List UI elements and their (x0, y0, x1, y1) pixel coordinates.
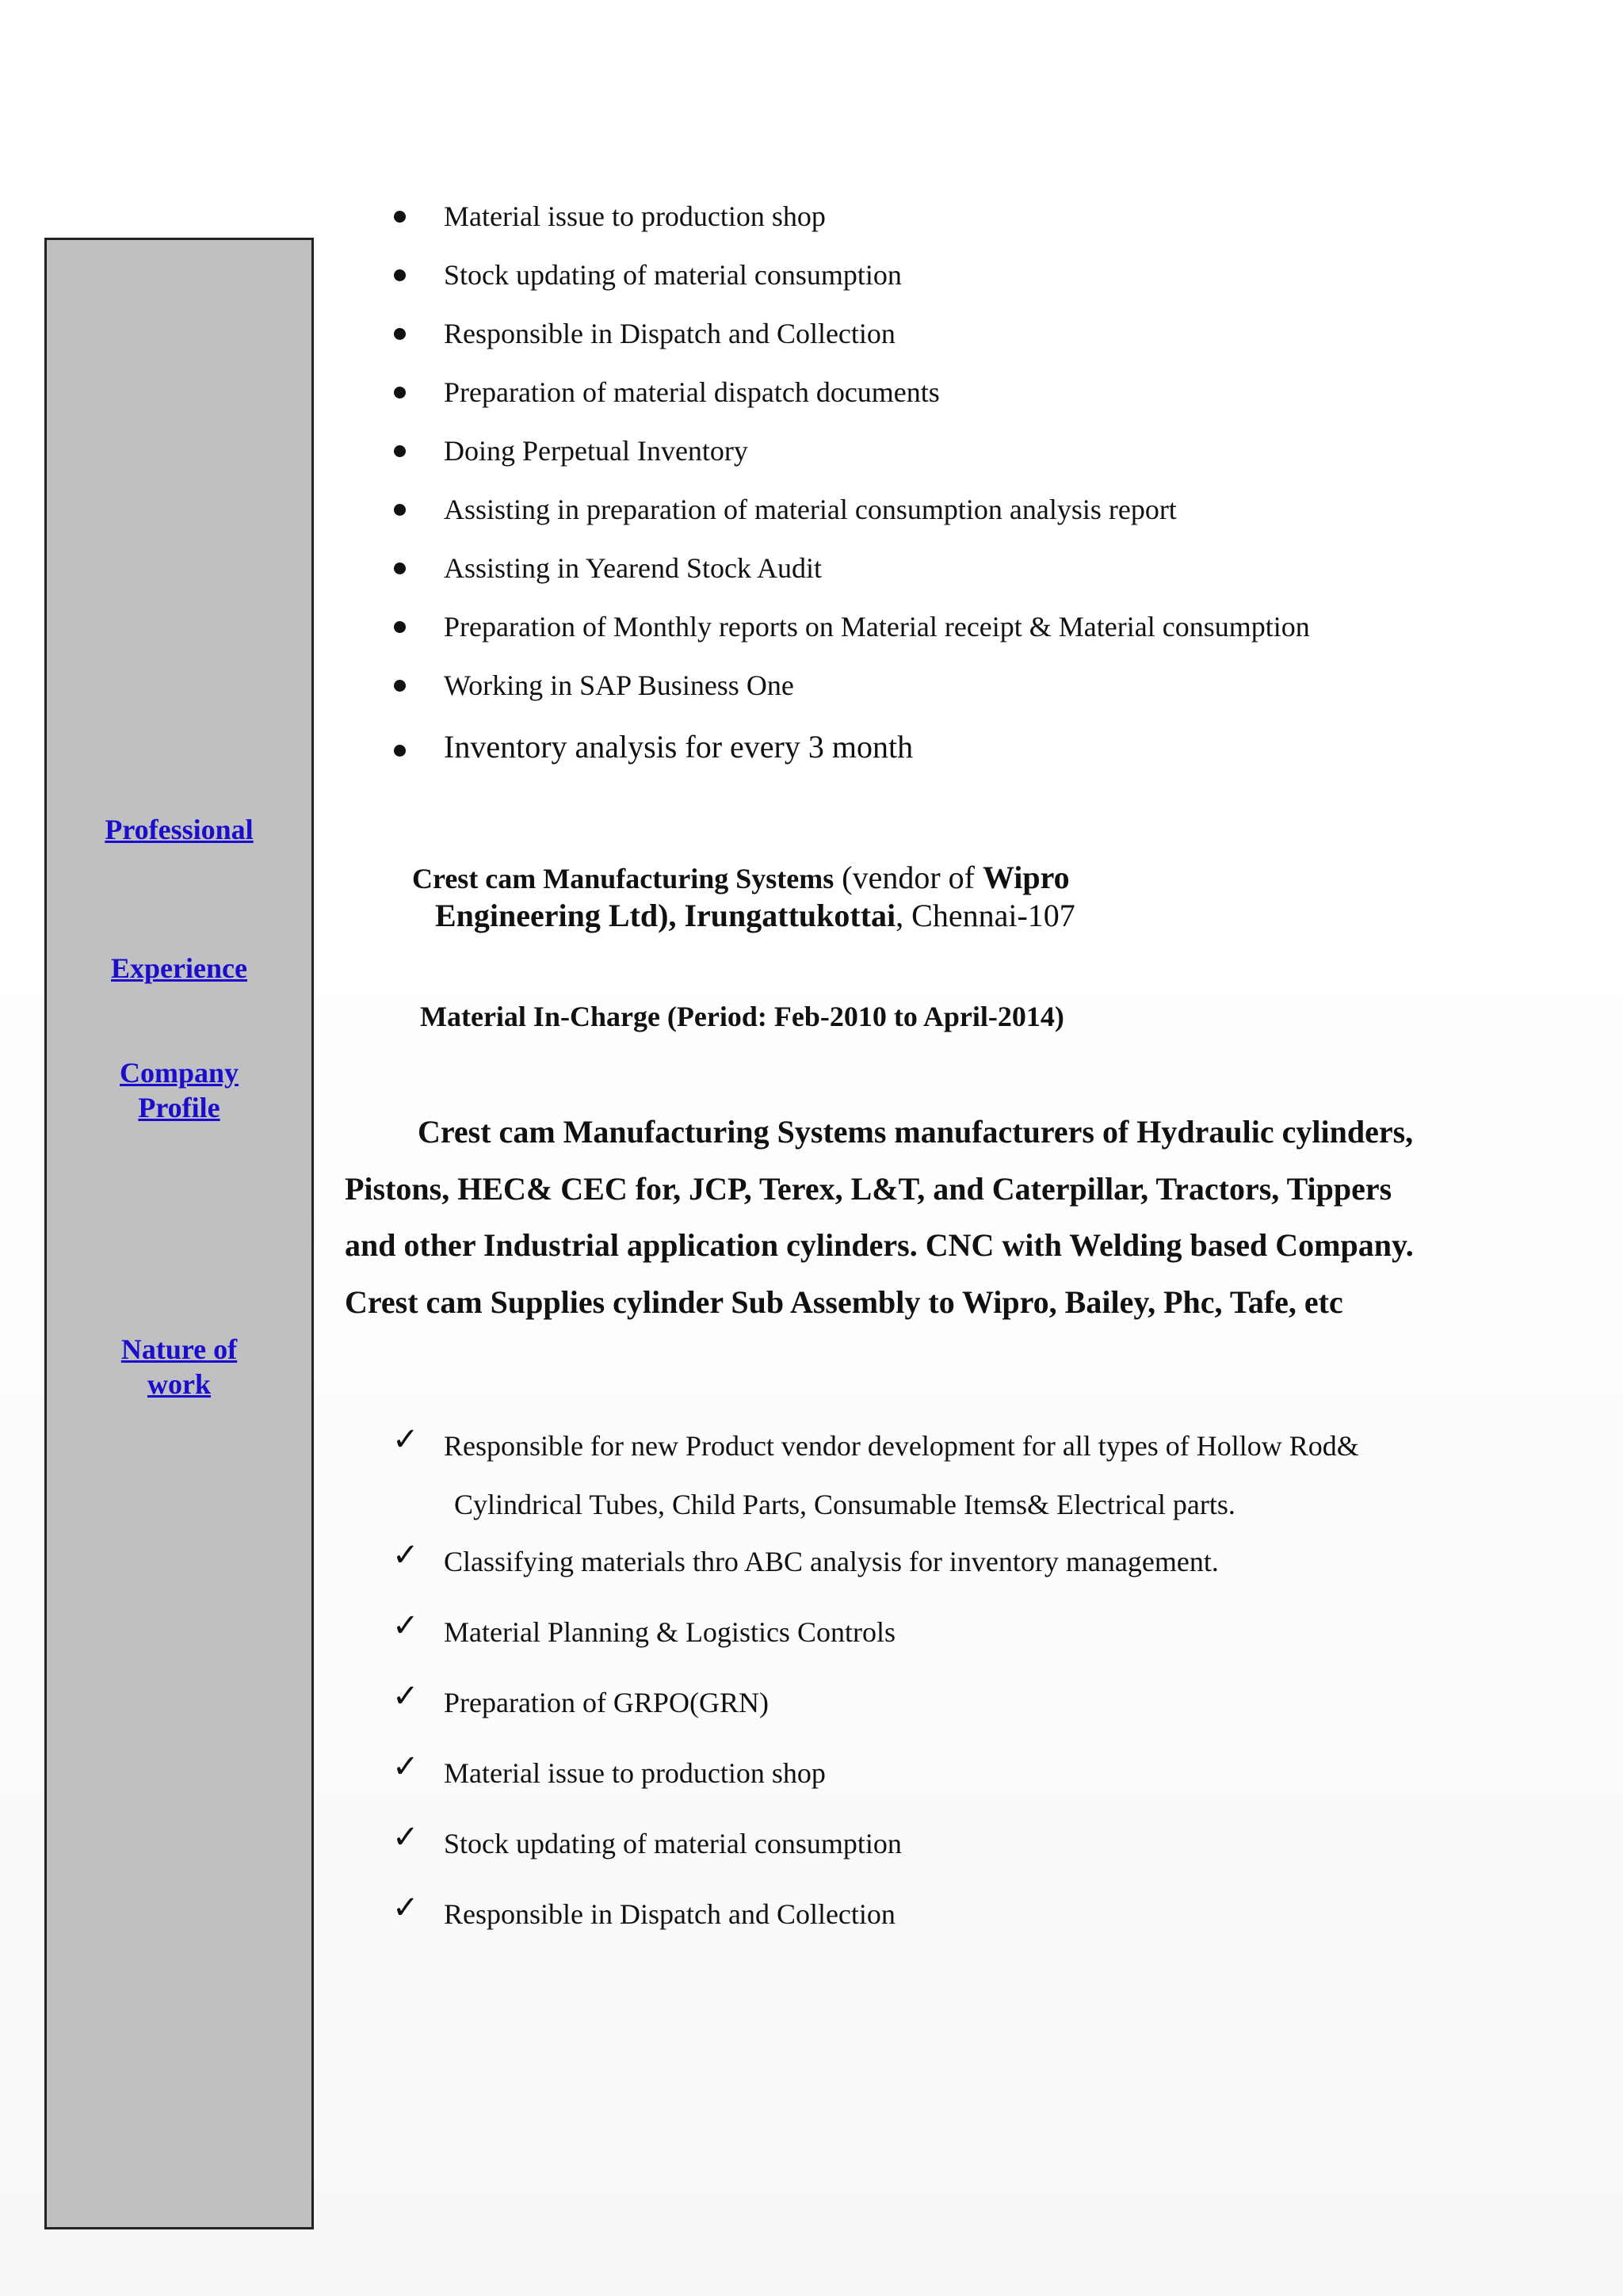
company-profile-line: and other Industrial application cylinders. CNC with Welding based Company. (345, 1227, 1414, 1263)
list-item: Preparation of Monthly reports on Material receipt & Material consumption (388, 603, 1310, 662)
employer-name: Crest cam Manufacturing Systems (412, 863, 834, 894)
company-profile-line: Pistons, HEC& CEC for, JCP, Terex, L&T, and Caterpillar, Tractors, Tippers (345, 1170, 1392, 1207)
list-item: ✓ Preparation of GRPO(GRN) (392, 1678, 769, 1718)
bullet-icon (394, 680, 406, 692)
bullet-icon (394, 563, 406, 574)
checkmark-icon: ✓ (392, 1890, 419, 1926)
list-item: ✓ Responsible in Dispatch and Collection (392, 1890, 896, 1930)
sidebar-link-experience[interactable]: Experience (111, 952, 247, 984)
checkmark-icon: ✓ (392, 1819, 419, 1855)
list-item: Preparation of material dispatch documents (388, 368, 1310, 427)
list-item: ✓ Material issue to production shop (392, 1749, 826, 1789)
employer-vendor-of: vendor of (852, 860, 983, 895)
sidebar-link-nature-of-work[interactable] (44, 1332, 314, 1402)
sidebar-link-company-line1: Company (119, 1057, 239, 1089)
list-item: Stock updating of material consumption (388, 251, 1310, 310)
list-item: Responsible in Dispatch and Collection (388, 310, 1310, 368)
employer-client: Wipro (983, 860, 1070, 895)
company-profile-line: Crest cam Manufacturing Systems manufacturers of Hydraulic cylinders, (418, 1114, 1414, 1150)
checkmark-icon: ✓ (392, 1537, 419, 1573)
sidebar-link-company-line2: Profile (138, 1092, 220, 1123)
list-item: ✓ Classifying materials thro ABC analysis for inventory management. (392, 1537, 1219, 1577)
employer-client-location: Engineering Ltd), Irungattukottai (435, 898, 896, 933)
bullet-icon (394, 745, 406, 757)
employer-line-2 (435, 897, 1075, 935)
checkmark-icon: ✓ (392, 1749, 419, 1785)
list-item: Doing Perpetual Inventory (388, 427, 1310, 486)
nature-of-work-list (388, 1422, 1359, 1961)
checkmark-icon: ✓ (392, 1608, 419, 1644)
bullet-icon (394, 504, 406, 516)
employer-line-1: Crest cam Manufacturing Systems (vendor of Wipro (412, 860, 1070, 895)
position-title: Material In-Charge (Period: Feb-2010 to April-2014) (420, 1001, 1064, 1032)
list-item: Assisting in Yearend Stock Audit (388, 544, 1310, 603)
bullet-icon (394, 387, 406, 399)
employer-city: , Chennai-107 (896, 898, 1075, 933)
list-item: Inventory analysis for every 3 month (388, 720, 1310, 782)
list-item: Working in SAP Business One (388, 662, 1310, 720)
list-item: ✓ Material Planning & Logistics Controls (392, 1608, 896, 1648)
bullet-icon (394, 328, 406, 340)
company-profile-line: Crest cam Supplies cylinder Sub Assembly to Wipro, Bailey, Phc, Tafe, etc (345, 1283, 1343, 1320)
bullet-icon (394, 211, 406, 223)
sidebar-panel (44, 238, 314, 2229)
list-item: ✓ Responsible for new Product vendor development for all types of Hollow Rod& Cylindrical Tubes, Child Parts, Consumable Items& Electrical parts. (392, 1421, 1359, 1520)
list-item: ✓ Stock updating of material consumption (392, 1819, 902, 1859)
bullet-icon (394, 445, 406, 457)
sidebar-link-nature-line2: work (147, 1368, 211, 1400)
checkmark-icon: ✓ (392, 1678, 419, 1714)
bullet-icon (394, 269, 406, 281)
sidebar-link-company-profile[interactable] (44, 1055, 314, 1125)
duties-list (388, 193, 1310, 782)
sidebar-link-nature-line1: Nature of (120, 1333, 238, 1365)
list-item: Material issue to production shop (388, 193, 1310, 251)
sidebar-link-professional[interactable]: Professional (105, 814, 254, 845)
bullet-icon (394, 621, 406, 633)
checkmark-icon: ✓ (392, 1421, 419, 1458)
list-item: Assisting in preparation of material consumption analysis report (388, 486, 1310, 544)
company-profile-paragraph (345, 1104, 1533, 1330)
